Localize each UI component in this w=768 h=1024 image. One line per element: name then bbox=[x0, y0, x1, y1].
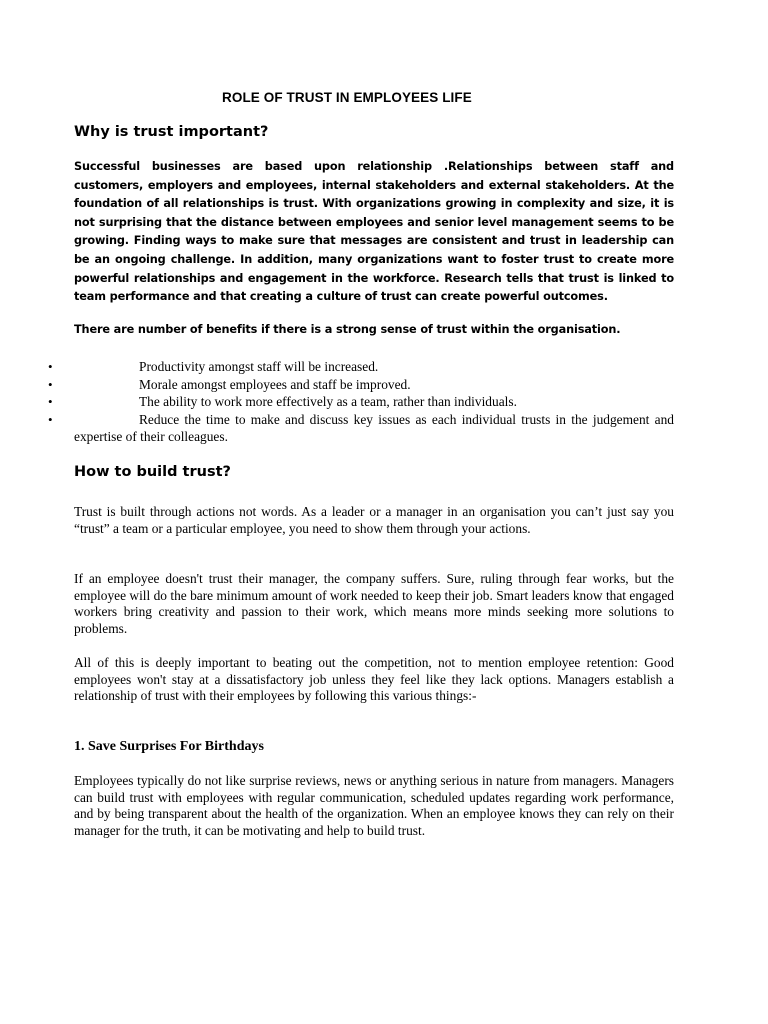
benefit-text: The ability to work more effectively as a team, rather than individuals. bbox=[139, 394, 517, 410]
benefits-list bbox=[48, 358, 674, 446]
build-paragraph-3: All of this is deeply important to beating out the competition, not to mention employee retention: Good employees won't stay at a dissatisfactory job unless they feel like they lack options. Managers establish a relationship of trust with their employees by following this various things:- bbox=[74, 655, 674, 704]
list-item bbox=[48, 393, 674, 411]
build-paragraph-1: Trust is built through actions not words. As a leader or a manager in an organisation you can’t just say you “trust” a team or a particular employee, you need to show them through your actions. bbox=[74, 504, 674, 536]
document-title: ROLE OF TRUST IN EMPLOYEES LIFE bbox=[222, 90, 472, 105]
why-trust-heading: Why is trust important? bbox=[74, 124, 269, 140]
bullet-icon: • bbox=[48, 394, 53, 410]
benefit-text: Reduce the time to make and discuss key issues as each individual trusts in the judgement and expertise of their colleagues. bbox=[74, 411, 674, 445]
bullet-icon: • bbox=[48, 376, 53, 392]
section-one-heading: 1. Save Surprises For Birthdays bbox=[74, 739, 264, 754]
benefits-intro: There are number of benefits if there is a strong sense of trust within the organisation. bbox=[74, 323, 621, 336]
build-paragraph-2: If an employee doesn't trust their manager, the company suffers. Sure, ruling through fear works, but the employee will do the bare minimum amount of work needed to keep their job. Smart leaders know that engaged workers bring creativity and passion to their work, which means more minds seeking more solutions to problems. bbox=[74, 571, 674, 637]
bullet-icon: • bbox=[48, 411, 53, 427]
benefit-text: Morale amongst employees and staff be improved. bbox=[139, 376, 411, 392]
how-to-build-heading: How to build trust? bbox=[74, 464, 231, 480]
list-item bbox=[48, 358, 674, 376]
intro-paragraph: Successful businesses are based upon relationship .Relationships between staff and customers, employers and employees, internal stakeholders and external stakeholders. At the foundation of all relationships is trust. With organizations growing in complexity and size, it is not surprising that the distance between employees and senior level management seems to be growing. Finding ways to make sure that messages are consistent and trust in leadership can be an ongoing challenge. In addition, many organizations want to foster trust to create more powerful relationships and engagement in the workforce. Research tells that trust is linked to team performance and that creating a culture of trust can create powerful outcomes. bbox=[74, 160, 674, 304]
benefit-text: Productivity amongst staff will be increased. bbox=[139, 359, 379, 374]
list-item bbox=[48, 376, 674, 394]
bullet-icon: • bbox=[48, 359, 53, 374]
section-one-paragraph: Employees typically do not like surprise reviews, news or anything serious in nature from managers. Managers can build trust with employees with regular communication, scheduled updates regarding work performance, and by being transparent about the health of the organization. When an employee knows they can rely on their manager for the truth, it can be motivating and help to build trust. bbox=[74, 773, 674, 839]
list-item bbox=[48, 411, 674, 446]
